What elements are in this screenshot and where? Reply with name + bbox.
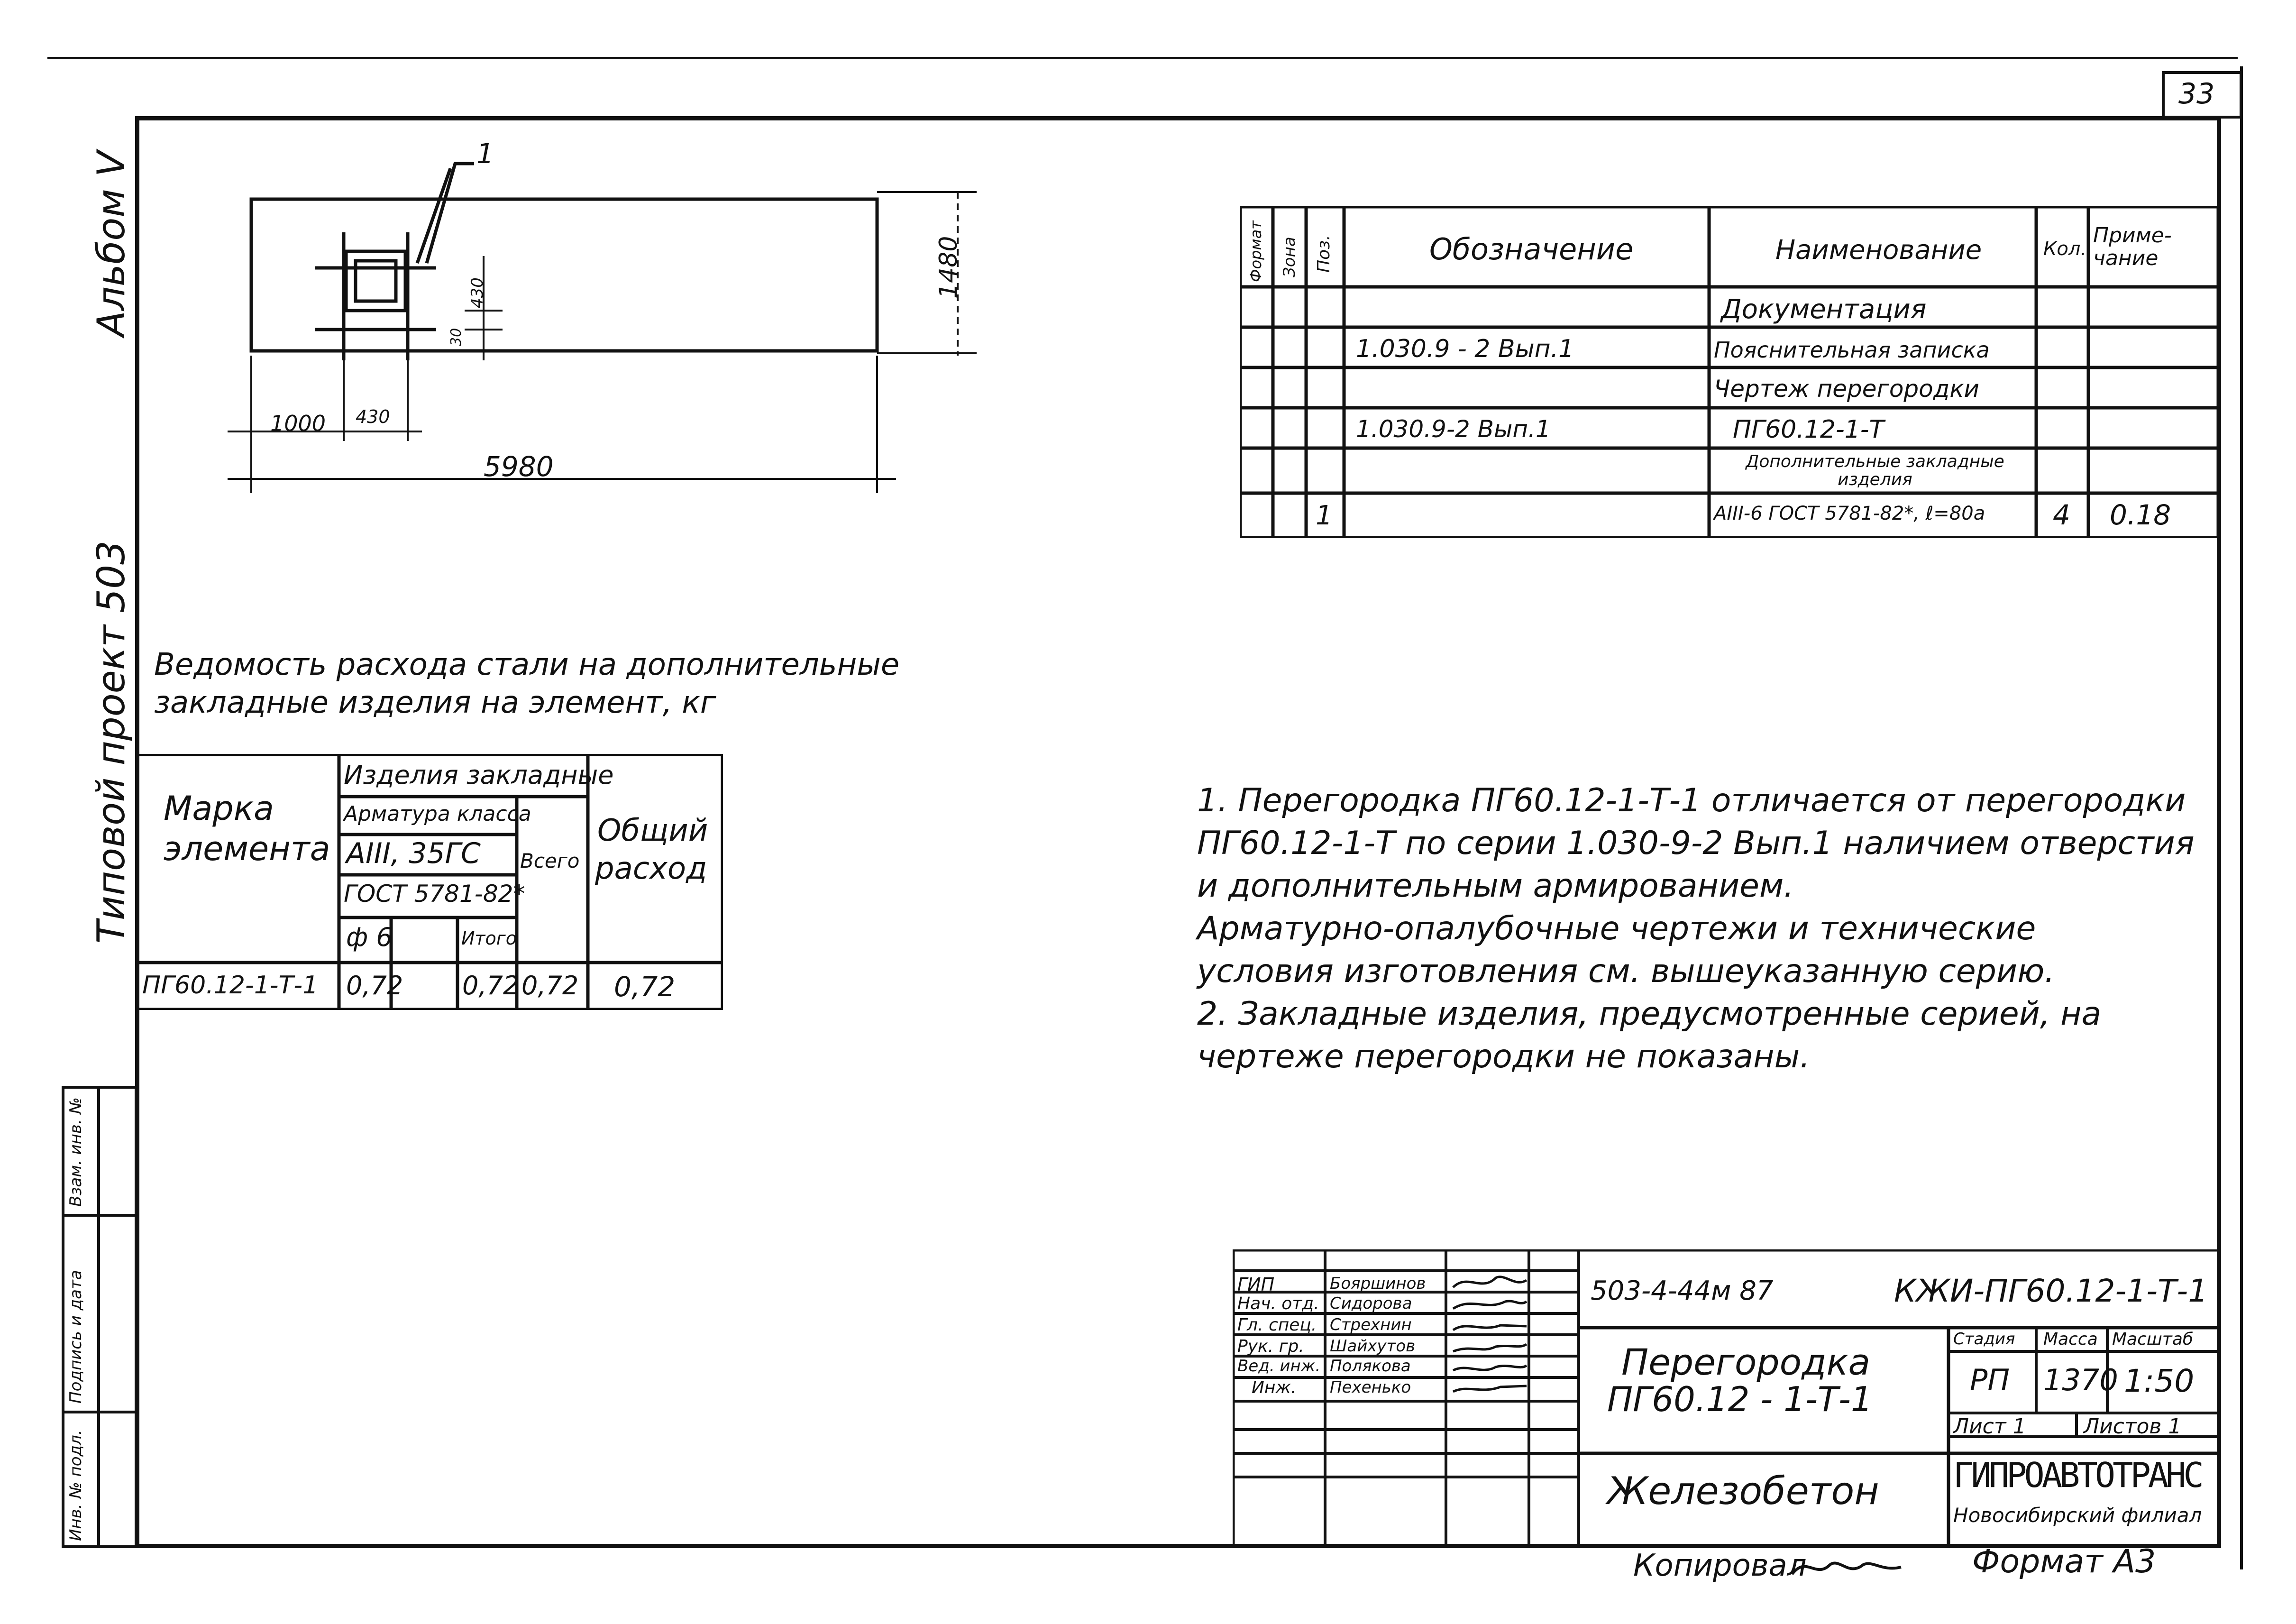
steel-row-total: 0,72	[614, 971, 676, 1003]
steel-col-total-1: Общий	[597, 813, 708, 848]
tb-role-5: Инж.	[1252, 1378, 1297, 1397]
spec-head-format: Формат	[1247, 220, 1265, 282]
tb-stage: РП	[1970, 1363, 2010, 1397]
top-rule	[47, 57, 2238, 59]
steel-col-itogo: Итого	[461, 928, 517, 949]
spec-head-pos: Поз.	[1314, 235, 1334, 273]
spec-head-note-2: чание	[2093, 246, 2159, 270]
tb-role-2: Гл. спец.	[1237, 1315, 1317, 1335]
dim-length: 5980	[484, 450, 554, 483]
note-line-4: Арматурно-опалубочные чертежи и технические	[1197, 910, 2036, 947]
note-line-2: ПГ60.12-1-Т по серии 1.030-9-2 Вып.1 наличием отверстия	[1197, 825, 2195, 862]
callout-label: 1	[476, 138, 494, 170]
spec-row2-designation: 1.030.9 - 2 Вып.1	[1356, 335, 1574, 363]
tb-scale: 1:50	[2124, 1363, 2195, 1399]
title-block	[1233, 1249, 2221, 1548]
signatures	[1448, 1273, 1572, 1396]
spec-head-name: Наименование	[1775, 235, 1982, 266]
spec-table	[1240, 206, 2219, 538]
tb-sheets: Листов 1	[2084, 1414, 2182, 1439]
left-strip-sep2	[62, 1411, 137, 1413]
dim-opening: 430	[468, 277, 487, 308]
spec-row5-name: Дополнительные закладные изделия	[1746, 452, 2004, 489]
tb-sheet: Лист 1	[1953, 1414, 2026, 1439]
footer-copied: Копировал	[1633, 1548, 1807, 1583]
tb-org: ГИПРОАВТОТРАНС	[1953, 1455, 2201, 1495]
page-number: 33	[2178, 77, 2215, 110]
steel-col-rebar: Арматура класса	[344, 802, 531, 826]
strip-sign-label: Подпись и дата	[66, 1270, 85, 1404]
album-label: Альбом V	[89, 151, 133, 337]
spec-row6-note: 0.18	[2110, 499, 2171, 531]
steel-title-1: Ведомость расхода стали на дополнительные	[154, 647, 900, 682]
tb-role-0: ГИП	[1237, 1274, 1275, 1295]
steel-row-vsego: 0,72	[521, 971, 579, 1000]
steel-row-mark: ПГ60.12-1-Т-1	[142, 971, 319, 1000]
tb-name-4: Полякова	[1330, 1357, 1411, 1376]
steel-title-2: закладные изделия на элемент, кг	[154, 685, 716, 720]
tb-name-1: Сидорова	[1330, 1294, 1412, 1313]
spec-row6-pos: 1	[1316, 500, 1333, 531]
project-label: Типовой проект 503	[89, 541, 133, 944]
steel-col-mark-1: Марка	[164, 789, 274, 828]
tb-name-2: Стрехнин	[1330, 1315, 1412, 1334]
dim-bottom-gap: 30	[448, 328, 465, 346]
spec-row1-name: Документация	[1721, 294, 1927, 325]
tb-name-0: Бояршинов	[1330, 1274, 1426, 1293]
dim-height: 1480	[934, 236, 963, 299]
steel-col-vsego: Всего	[520, 849, 580, 872]
frame-right-ext	[2240, 66, 2243, 1569]
steel-col-class: АIII, 35ГС	[346, 837, 481, 870]
spec-head-zone: Зона	[1280, 237, 1299, 277]
strip-inv-label: Инв. № подл.	[66, 1430, 85, 1541]
tb-title-1: Перегородка	[1621, 1341, 1871, 1383]
steel-col-total-2: расход	[595, 851, 707, 886]
spec-head-designation: Обозначение	[1429, 232, 1634, 266]
steel-row-itogo: 0,72	[462, 971, 520, 1000]
tb-stage-head: Стадия	[1953, 1330, 2015, 1349]
spec-row2-name: Пояснительная записка	[1714, 337, 1990, 363]
spec-head-note-1: Приме-	[2093, 223, 2172, 248]
tb-title-2: ПГ60.12 - 1-Т-1	[1607, 1379, 1873, 1419]
copier-signature	[1787, 1551, 1911, 1588]
footer-format: Формат А3	[1972, 1543, 2156, 1580]
dim-offset: 1000	[270, 411, 326, 436]
left-strip-divider	[97, 1086, 100, 1548]
left-strip-sep1	[62, 1214, 137, 1217]
tb-role-4: Вед. инж.	[1237, 1357, 1321, 1376]
tb-doc: КЖИ-ПГ60.12-1-Т-1	[1894, 1273, 2208, 1309]
tb-material: Железобетон	[1607, 1469, 1879, 1513]
note-line-5: условия изготовления см. вышеуказанную серию.	[1197, 953, 2055, 990]
steel-table	[135, 754, 723, 1010]
steel-row-phi6: 0,72	[346, 971, 403, 1000]
tb-code: 503-4-44м 87	[1591, 1275, 1774, 1306]
panel-drawing	[218, 138, 1015, 507]
steel-col-items: Изделия закладные	[344, 760, 614, 790]
steel-col-mark-2: элемента	[164, 829, 330, 868]
spec-row3-name: Чертеж перегородки	[1714, 375, 1980, 403]
note-line-3: и дополнительным армированием.	[1197, 867, 1794, 905]
spec-row6-qty: 4	[2053, 499, 2070, 531]
strip-replace-label: Взам. инв. №	[66, 1097, 85, 1207]
spec-row4-designation: 1.030.9-2 Вып.1	[1356, 415, 1551, 443]
dim-opening-width: 430	[356, 406, 390, 427]
tb-role-3: Рук. гр.	[1237, 1337, 1304, 1356]
spec-row4-name: ПГ60.12-1-Т	[1733, 415, 1884, 444]
tb-mass-head: Масса	[2043, 1330, 2098, 1349]
tb-branch: Новосибирский филиал	[1953, 1504, 2202, 1527]
note-line-7: чертеже перегородки не показаны.	[1197, 1038, 1810, 1075]
spec-row6-name: АIII-6 ГОСТ 5781-82*, ℓ=80а	[1714, 503, 1985, 524]
note-line-6: 2. Закладные изделия, предусмотренные серией, на	[1197, 995, 2102, 1033]
tb-scale-head: Масштаб	[2112, 1330, 2194, 1349]
tb-role-1: Нач. отд.	[1237, 1294, 1319, 1313]
tb-name-5: Пехенько	[1330, 1378, 1411, 1397]
tb-mass: 1370	[2043, 1363, 2118, 1397]
steel-col-phi: ф 6	[346, 922, 393, 952]
spec-head-qty: Кол.	[2043, 238, 2087, 260]
note-line-1: 1. Перегородка ПГ60.12-1-Т-1 отличается от перегородки	[1197, 782, 2186, 819]
tb-name-3: Шайхутов	[1330, 1337, 1416, 1356]
steel-col-gost: ГОСТ 5781-82*	[344, 880, 525, 908]
